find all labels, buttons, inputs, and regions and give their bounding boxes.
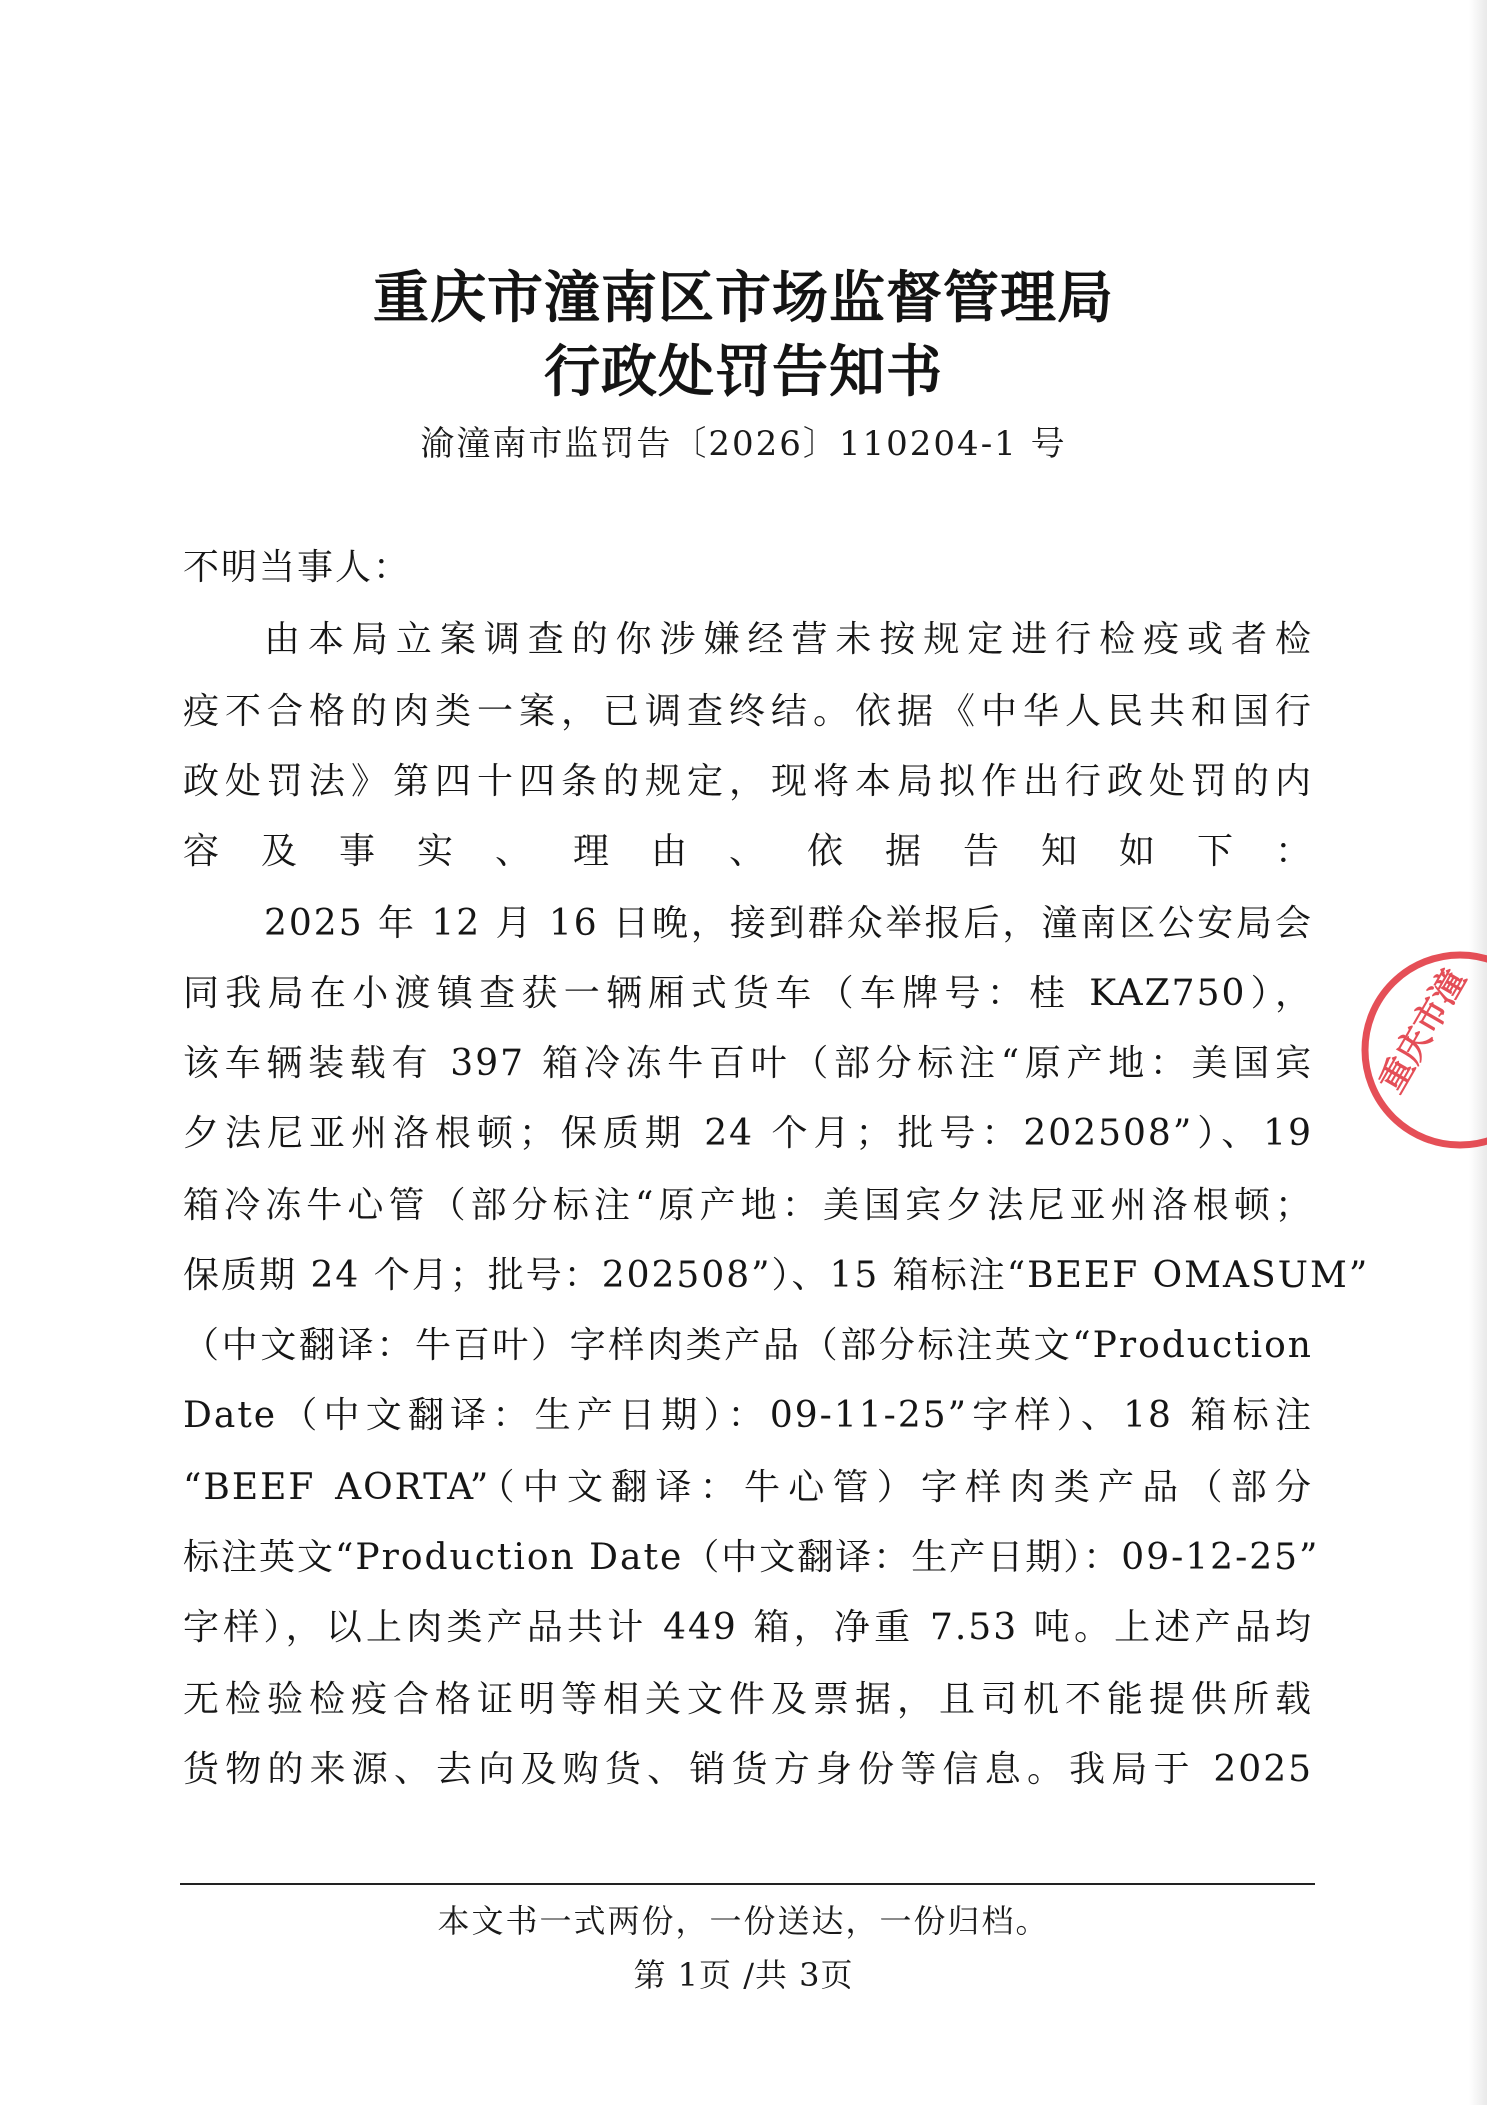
- body-line: 同我局在小渡镇查获一辆厢式货车（车牌号：桂 KAZ750），: [183, 973, 1313, 1014]
- body-line: 保质期 24 个月；批号：202508”）、15 箱标注“BEEF OMASUM”: [183, 1255, 1370, 1296]
- body-line: 箱冷冻牛心管（部分标注“原产地：美国宾夕法尼亚州洛根顿；: [183, 1185, 1313, 1226]
- body-line: 夕法尼亚州洛根顿；保质期 24 个月；批号：202508”）、19: [183, 1113, 1313, 1154]
- body-line: “BEEF AORTA”（中文翻译：牛心管）字样肉类产品（部分: [183, 1467, 1313, 1508]
- body-line: 2025 年 12 月 16 日晚，接到群众举报后，潼南区公安局会: [264, 903, 1313, 944]
- official-seal-stamp: [1310, 940, 1487, 1160]
- document-title-type: 行政处罚告知书: [544, 340, 943, 405]
- svg-text:重庆市潼: 重庆市潼: [1371, 962, 1475, 1100]
- body-line: 疫不合格的肉类一案，已调查终结。依据《中华人民共和国行: [183, 691, 1313, 732]
- body-line: 货物的来源、去向及购货、销货方身份等信息。我局于 2025: [183, 1749, 1313, 1790]
- body-line: （中文翻译：牛百叶）字样肉类产品（部分标注英文“Production: [183, 1325, 1313, 1366]
- body-line: Date（中文翻译：生产日期）：09-11-25”字样）、18 箱标注: [183, 1395, 1313, 1436]
- body-line: 标注英文“Production Date（中文翻译：生产日期）：09-12-25”: [183, 1537, 1320, 1578]
- footer-divider: [180, 1883, 1315, 1885]
- body-line: 政处罚法》第四十四条的规定，现将本局拟作出行政处罚的内: [183, 761, 1313, 802]
- page-number: 第 1页 /共 3页: [633, 1956, 854, 1994]
- body-line: 字样），以上肉类产品共计 449 箱，净重 7.53 吨。上述产品均: [183, 1607, 1313, 1648]
- document-title-agency: 重庆市潼南区市场监督管理局: [373, 266, 1114, 331]
- body-line: 由本局立案调查的你涉嫌经营未按规定进行检疫或者检: [264, 619, 1313, 660]
- footer-note: 本文书一式两份，一份送达，一份归档。: [437, 1902, 1050, 1940]
- body-line: 无检验检疫合格证明等相关文件及票据，且司机不能提供所载: [183, 1679, 1313, 1720]
- body-line: 容及事实、理由、依据告知如下：: [183, 831, 1313, 872]
- salutation: 不明当事人：: [183, 547, 412, 588]
- document-number: 渝潼南市监罚告〔2026〕110204-1 号: [420, 424, 1067, 464]
- body-line: 该车辆装载有 397 箱冷冻牛百叶（部分标注“原产地：美国宾: [183, 1043, 1313, 1084]
